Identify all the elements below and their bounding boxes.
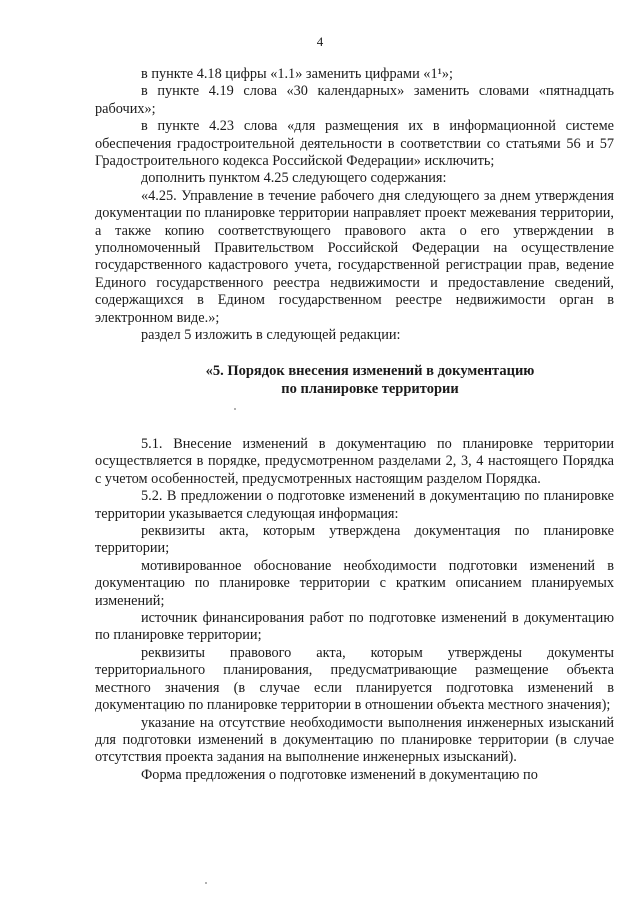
list-item-justification: мотивированное обоснование необходимости подготовки изменений в документацию по планировке территории с кратким описанием планируемых изменений; (95, 557, 614, 609)
paragraph-section-5-intro: раздел 5 изложить в следующей редакции: (141, 327, 401, 344)
amendments-block (95, 66, 614, 345)
paragraph-4-25-text: «4.25. Управление в течение рабочего дня следующего за днем утверждения документации по планировке территории направляет проект межевания территории, а также копию соответствующего правового акта о его утверждении в уполномоченный Правительством Российской Федерации на осуществление государственного кадастрового учета, государственной регистрации прав, ведение Единого государственного реестра недвижимости и предоставление сведений, содержащихся в Едином государственном реестре недвижимости орган в электронном виде.»; (95, 187, 614, 326)
paragraph-add-4-25: дополнить пунктом 4.25 следующего содержания: (141, 170, 447, 187)
page-number: 4 (316, 34, 324, 49)
section-heading-line2: по планировке территории (281, 380, 459, 397)
section-heading-line1: «5. Порядок внесения изменений в документацию (205, 363, 535, 379)
paragraph-5-2: 5.2. В предложении о подготовке изменений в документацию по планировке территории указывается следующая информация: (95, 488, 614, 522)
paragraph-form: Форма предложения о подготовке изменений в документацию по (141, 766, 538, 783)
list-item-legal-act-details: реквизиты правового акта, которым утверждены документы территориального планирования, предусматривающие размещение объекта местного значения (в случае если планируется подготовка изменений в документацию по планировке территории в отношении объекта местного значения); (95, 644, 614, 714)
section-heading (150, 363, 590, 398)
list-item-engineering-surveys: указание на отсутствие необходимости выполнения инженерных изысканий для подготовки изменений в документацию по планировке территории (в случае отсутствия проекта задания на выполнение инженерных изысканий). (95, 714, 614, 766)
paragraph-4-18: в пункте 4.18 цифры «1.1» заменить цифрами «1¹»; (141, 66, 453, 82)
scan-speck (234, 408, 236, 410)
list-item-act-details: реквизиты акта, которым утверждена документация по планировке территории; (95, 523, 614, 557)
scan-speck (205, 882, 207, 884)
paragraph-5-1: 5.1. Внесение изменений в документацию по планировке территории осуществляется в порядке, предусмотренном разделами 2, 3, 4 настоящего Порядка с учетом особенностей, предусмотренных настоящим разделом Порядка. (95, 436, 614, 487)
paragraph-4-19: в пункте 4.19 слова «30 календарных» заменить словами «пятнадцать рабочих»; (95, 83, 614, 117)
section-5-block (95, 436, 614, 784)
list-item-funding-source: источник финансирования работ по подготовке изменений в документацию по планировке территории; (95, 610, 614, 644)
paragraph-4-23: в пункте 4.23 слова «для размещения их в информационной системе обеспечения градостроительной деятельности в соответствии со статьями 56 и 57 Градостроительного кодекса Российской Федерации» исключить; (95, 118, 614, 170)
